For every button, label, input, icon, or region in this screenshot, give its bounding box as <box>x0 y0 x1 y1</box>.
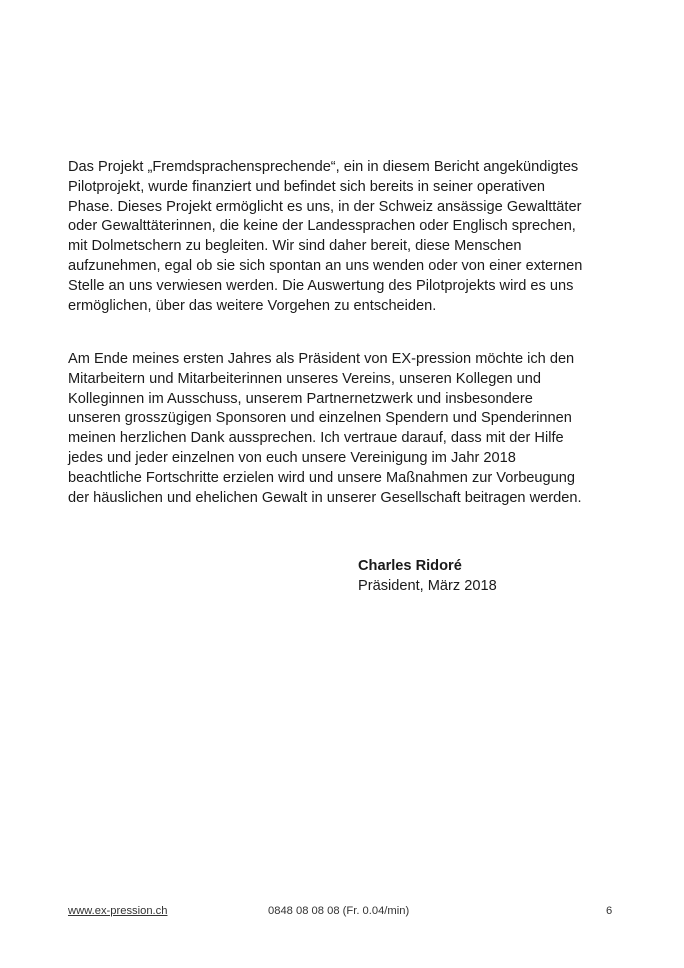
signature-block <box>358 556 497 596</box>
text-line: ermöglichen, über das weitere Vorgehen zu entscheiden. <box>68 297 437 314</box>
text-line: aufzunehmen, egal ob sie sich spontan an uns wenden oder von einer externen <box>68 257 583 274</box>
body-paragraph-1 <box>68 158 628 316</box>
text-line: unseren grosszügigen Sponsoren und einzelnen Spendern und Spenderinnen <box>68 410 572 427</box>
text-line: jedes und jeder einzelnen von euch unsere Vereinigung im Jahr 2018 <box>68 449 516 466</box>
text-line: Pilotprojekt, wurde finanziert und befindet sich bereits in seiner operativen <box>68 178 545 195</box>
website-link[interactable]: www.ex-pression.ch <box>68 905 168 917</box>
text-line: mit Dolmetschern zu begleiten. Wir sind daher bereit, diese Menschen <box>68 238 522 255</box>
page-number: 6 <box>606 905 613 917</box>
text-line: Kolleginnen im Ausschuss, unserem Partnernetzwerk und insbesondere <box>68 390 533 407</box>
text-line: Mitarbeitern und Mitarbeiterinnen unseres Vereins, unseren Kollegen und <box>68 370 541 387</box>
body-paragraph-2 <box>68 350 628 508</box>
text-line: Phase. Dieses Projekt ermöglicht es uns, in der Schweiz ansässige Gewalttäter <box>68 198 582 215</box>
signatory-name: Charles Ridoré <box>358 558 462 574</box>
text-line: beachtliche Fortschritte erzielen wird und unsere Maßnahmen zur Vorbeugung <box>68 469 576 486</box>
text-line: oder Gewalttäterinnen, die keine der Landessprachen oder Englisch sprechen, <box>68 218 576 235</box>
text-line: Stelle an uns verwiesen werden. Die Auswertung des Pilotprojekts wird es uns <box>68 277 574 294</box>
text-line: der häuslichen und ehelichen Gewalt in unserer Gesellschaft beitragen werden. <box>68 489 582 506</box>
signatory-role-date: Präsident, März 2018 <box>358 578 497 594</box>
text-line: meinen herzlichen Dank aussprechen. Ich vertraue darauf, dass mit der Hilfe <box>68 430 564 447</box>
text-line: Das Projekt „Fremdsprachensprechende“, ein in diesem Bericht angekündigtes <box>68 159 579 175</box>
phone-number: 0848 08 08 08 (Fr. 0.04/min) <box>268 905 410 917</box>
text-line: Am Ende meines ersten Jahres als Präsident von EX-pression möchte ich den <box>68 351 575 367</box>
